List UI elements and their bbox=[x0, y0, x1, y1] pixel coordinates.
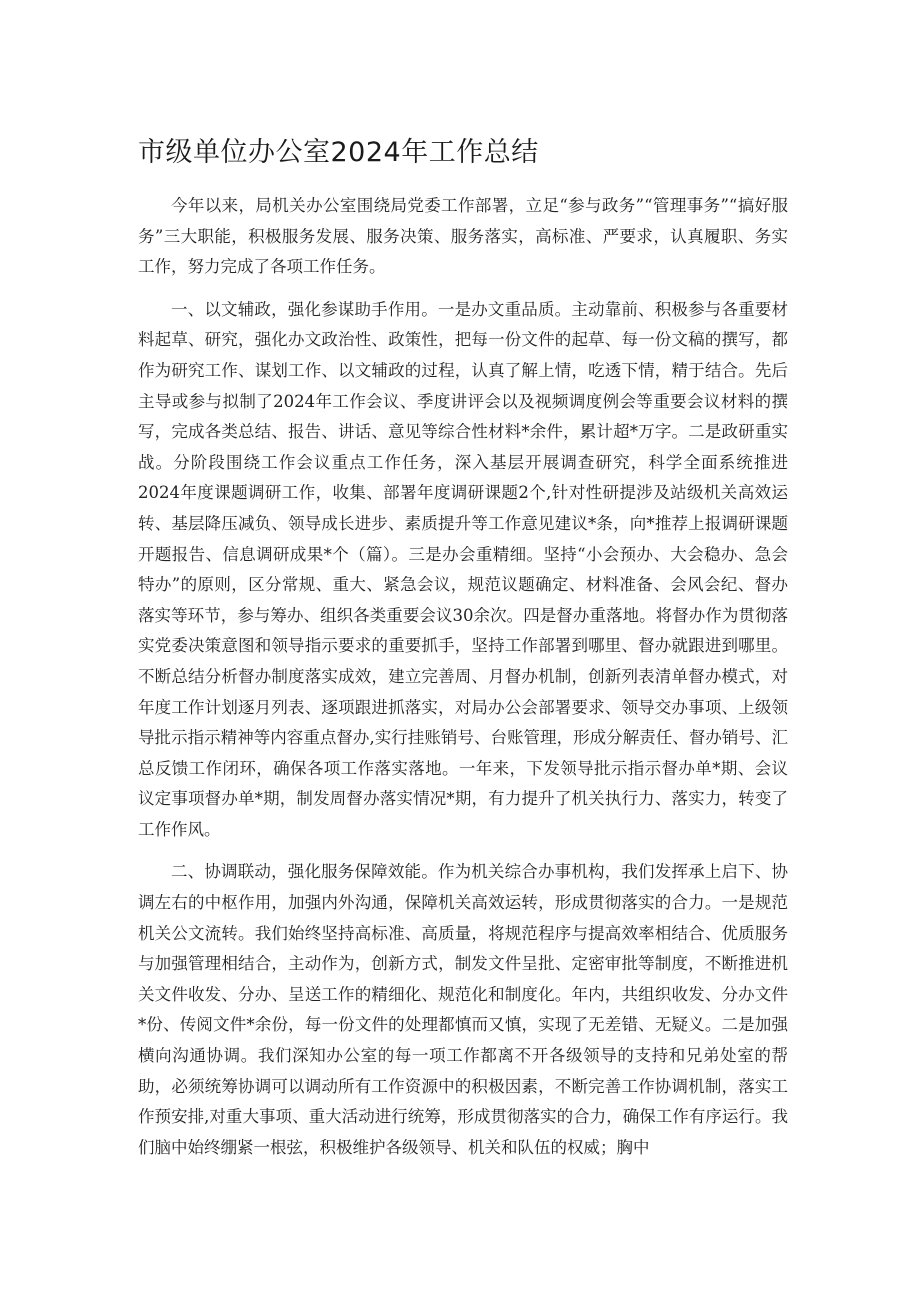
document-body bbox=[138, 191, 788, 1175]
paragraph-section-one: 一、以文辅政，强化参谋助手作用。一是办文重品质。主动靠前、积极参与各重要材料起草、研究，强化办文政治性、政策性，把每一份文件的起草、每一份文稿的撰写，都作为研究工作、谋划工作、以文辅政的过程，认真了解上情，吃透下情，精于结合。先后主导或参与拟制了2024年工作会议、季度讲评会以及视频调度例会等重要会议材料的撰写，完成各类总结、报告、讲话、意见等综合性材料*余件，累计超*万字。二是政研重实战。分阶段围绕工作会议重点工作任务，深入基层开展调查研究，科学全面系统推进2024年度课题调研工作，收集、部署年度调研课题2个,针对性研提涉及站级机关高效运转、基层降压减负、领导成长进步、素质提升等工作意见建议*条，向*推荐上报调研课题开题报告、信息调研成果*个（篇）。三是办会重精细。坚持“小会预办、大会稳办、急会特办”的原则，区分常规、重大、紧急会议，规范议题确定、材料准备、会风会纪、督办落实等环节，参与筹办、组织各类重要会议30余次。四是督办重落地。将督办作为贯彻落实党委决策意图和领导指示要求的重要抓手，坚持工作部署到哪里、督办就跟进到哪里。不断总结分析督办制度落实成效，建立完善周、月督办机制，创新列表清单督办模式，对年度工作计划逐月列表、逐项跟进抓落实，对局办公会部署要求、领导交办事项、上级领导批示指示精神等内容重点督办,实行挂账销号、台账管理，形成分解责任、督办销号、汇总反馈工作闭环，确保各项工作落实落地。一年来，下发领导批示指示督办单*期、会议议定事项督办单*期，制发周督办落实情况*期，有力提升了机关执行力、落实力，转变了工作作风。 bbox=[138, 299, 788, 839]
paragraph-intro: 今年以来，局机关办公室围绕局党委工作部署，立足“参与政务”“管理事务”“搞好服务”三大职能，积极服务发展、服务决策、服务落实，高标准、严要求，认真履职、务实工作，努力完成了各项工作任务。 bbox=[138, 196, 788, 277]
paragraph-section-two: 二、协调联动，强化服务保障效能。作为机关综合办事机构，我们发挥承上启下、协调左右的中枢作用，加强内外沟通，保障机关高效运转，形成贯彻落实的合力。一是规范机关公文流转。我们始终坚持高标准、高质量，将规范程序与提高效率相结合、优质服务与加强管理相结合，主动作为，创新方式，制发文件呈批、定密审批等制度，不断推进机关文件收发、分办、呈送工作的精细化、规范化和制度化。年内，共组织收发、分办文件*份、传阅文件*余份，每一份文件的处理都慎而又慎，实现了无差错、无疑义。二是加强横向沟通协调。我们深知办公室的每一项工作都离不开各级领导的支持和兄弟处室的帮助，必须统筹协调可以调动所有工作资源中的积极因素，不断完善工作协调机制，落实工作预安排,对重大事项、重大活动进行统筹，形成贯彻落实的合力，确保工作有序运行。我们脑中始终绷紧一根弦，积极维护各级领导、机关和队伍的权威；胸中 bbox=[138, 862, 788, 1157]
document-title: 市级单位办公室2024年工作总结 bbox=[138, 137, 539, 168]
